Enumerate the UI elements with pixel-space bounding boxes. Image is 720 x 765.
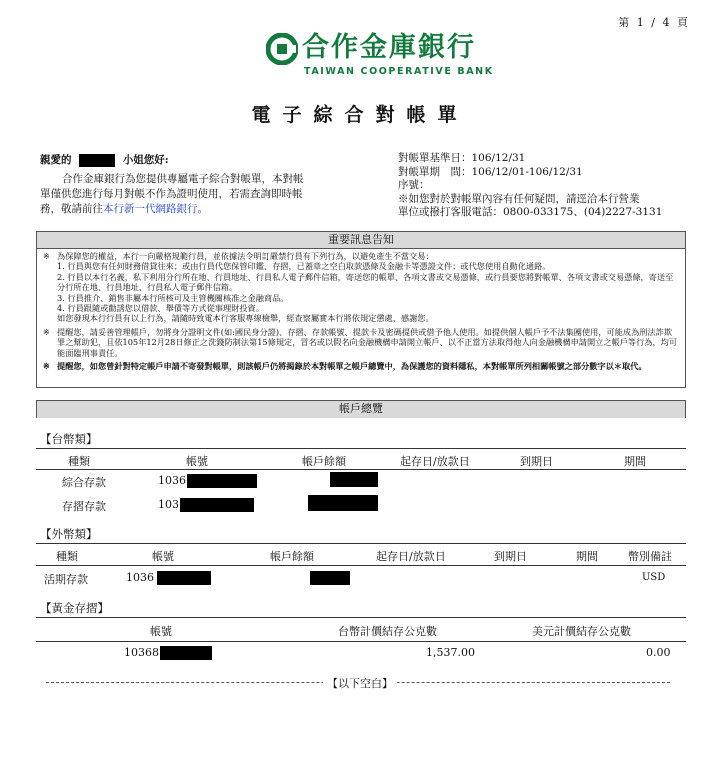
fx-header-start-date: 起存日/放款日 — [376, 550, 446, 563]
notice-mark: ※ — [43, 251, 50, 261]
serial-number: 序號： — [398, 179, 430, 191]
twd-header-start-date: 起存日/放款日 — [400, 455, 470, 468]
divider — [36, 469, 686, 470]
contact-line-2: 單位或撥打客服電話：0800-033175、(04)2227-3131 — [398, 206, 663, 218]
redacted-balance — [330, 472, 378, 487]
twd-header-account: 帳號 — [186, 455, 208, 468]
bank-logo-icon — [266, 33, 298, 65]
twd-row-type: 綜合存款 — [62, 476, 106, 489]
notice-paragraph-1: 為保障您的權益，本行一向嚴格規範行員，並依據法令明訂嚴禁行員有下列行為，以避免產生不當交易： — [57, 251, 434, 261]
gold-row-account: 10368 — [124, 646, 212, 660]
notice-title: 重要訊息告知 — [37, 232, 685, 249]
bank-name-zh: 合作金庫銀行 — [302, 32, 476, 63]
notice-item: 1. 行員與您有任何財務借貸往來；或由行員代您保管印鑑、存摺，已蓋章之空白取款憑條及金融卡等憑證文件；或代您使用自動化通路。 — [57, 261, 551, 272]
fx-header-type: 種類 — [56, 550, 78, 563]
divider — [36, 617, 686, 618]
gold-row-usd-grams: 0.00 — [646, 646, 671, 659]
twd-header-period: 期間 — [624, 455, 646, 468]
redacted-account — [157, 571, 211, 585]
redacted-balance — [310, 571, 350, 585]
fx-row-balance — [310, 571, 350, 585]
greeting-suffix: 小姐您好: — [122, 154, 169, 166]
page-number: 第 1 / 4 頁 — [618, 16, 690, 29]
fx-row-currency: USD — [642, 572, 666, 583]
twd-row-balance — [308, 495, 378, 511]
twd-row-balance — [330, 472, 378, 487]
redacted-balance — [308, 495, 378, 511]
gold-header-account: 帳號 — [150, 625, 172, 638]
greeting — [40, 152, 169, 167]
gold-header-twd-grams: 台幣計價結存公克數 — [338, 625, 437, 638]
gold-header-usd-grams: 美元計價結存公克數 — [532, 625, 631, 638]
notice-mark: ※ — [43, 361, 50, 372]
fx-row-account: 1036 — [126, 571, 211, 585]
twd-row-account: 103 — [158, 498, 254, 512]
divider — [36, 448, 686, 449]
redacted-account — [160, 646, 212, 660]
intro-text: 合作金庫銀行為您提供專屬電子綜合對帳單，本對帳單僅供您進行每月對帳不作為證明使用，若需查詢即時帳務，敬請前往本行新一代網路銀行。 — [40, 173, 304, 215]
important-notice — [36, 231, 686, 388]
divider — [36, 565, 686, 566]
notice-item: 3. 行員推介、銷售非屬本行所核可及主管機關核准之金融商品。 — [57, 292, 289, 303]
notice-paragraph-3: 提醒您，如您曾針對特定帳戶申請不寄發對帳單，則該帳戶仍將揭錄於本對帳單之帳戶總覽中，為保護您的資料隱私，本對帳單所列相關帳號之部分數字以＊取代。 — [57, 361, 647, 372]
online-banking-link[interactable]: 本行新一代網路銀行 — [103, 203, 198, 215]
divider — [36, 641, 686, 642]
twd-header-type: 種類 — [68, 455, 90, 468]
account-summary-bar — [36, 400, 686, 418]
notice-item: 4. 行員跟隨或勸誘您以借款、舉債等方式從事理財投資。 — [57, 303, 264, 314]
bank-name-en: TAIWAN COOPERATIVE BANK — [304, 66, 494, 77]
base-date: 對帳單基準日：106/12/31 — [398, 152, 526, 164]
redacted-name — [79, 154, 115, 167]
redacted-account — [180, 498, 254, 512]
fx-header-due-date: 到期日 — [494, 550, 527, 563]
twd-row-type: 存摺存款 — [62, 500, 106, 513]
end-of-statement: 【以下空白】 — [0, 675, 720, 691]
greeting-prefix: 親愛的 — [40, 154, 72, 166]
bank-logo — [266, 31, 494, 77]
fx-section-label: 【外幣類】 — [40, 527, 98, 541]
twd-section-label: 【台幣類】 — [40, 432, 98, 446]
document-title: 電子綜合對帳單 — [251, 104, 469, 126]
notice-mark: ※ — [43, 326, 50, 337]
fx-header-balance: 帳戶餘額 — [270, 550, 314, 563]
redacted-account — [187, 474, 257, 488]
fx-header-currency: 幣別備註 — [628, 550, 672, 563]
statement-period: 對帳單期 間：106/12/01-106/12/31 — [398, 165, 583, 178]
gold-row-twd-grams: 1,537.00 — [426, 646, 475, 659]
statement-meta — [398, 152, 698, 220]
account-summary-title: 帳戶總覽 — [37, 401, 685, 418]
fx-header-account: 帳號 — [152, 550, 174, 563]
notice-item: 2. 行員以本行名義，私下利用分行所在地、行員地址、行員私人電子郵件信箱，寄送您的帳單、各項文書或交易憑條，或行員要您將對帳單、各項文書或交易憑條，寄送至分行所在地、行員地址、行員私人電子郵件信箱。 — [57, 271, 674, 293]
notice-paragraph-2: 提醒您，請妥善管理帳戶，勿將身分證明文件(如:國民身分證)、存摺、存款帳號、提款卡及密碼提供或借予他人使用。如提供個人帳戶予不法集團使用，可能成為刑法詐欺罪之幫助犯，且依105年12月28日修正之洗錢防制法第15條規定，冒名或以假名向金融機構申請開立帳戶、以不正當方法取得他人向金融機構申請開立之帳戶等行為，均可能面臨刑事責任。 — [57, 326, 678, 358]
twd-header-balance: 帳戶餘額 — [302, 455, 346, 468]
gold-section-label: 【黃金存摺】 — [40, 601, 109, 615]
twd-row-account: 1036 — [158, 474, 257, 488]
fx-header-period: 期間 — [576, 550, 598, 563]
twd-header-due-date: 到期日 — [520, 455, 553, 468]
fx-row-type: 活期存款 — [44, 573, 88, 586]
divider — [36, 543, 686, 544]
notice-paragraph-1-end: 如您發現本行行員有以上行為，請隨時致電本行客服專線檢舉，經查察屬實本行將依規定懲處，感謝您。 — [57, 313, 434, 324]
contact-line-1: ※如您對於對帳單內容有任何疑問，請逕洽本行營業 — [398, 192, 640, 205]
